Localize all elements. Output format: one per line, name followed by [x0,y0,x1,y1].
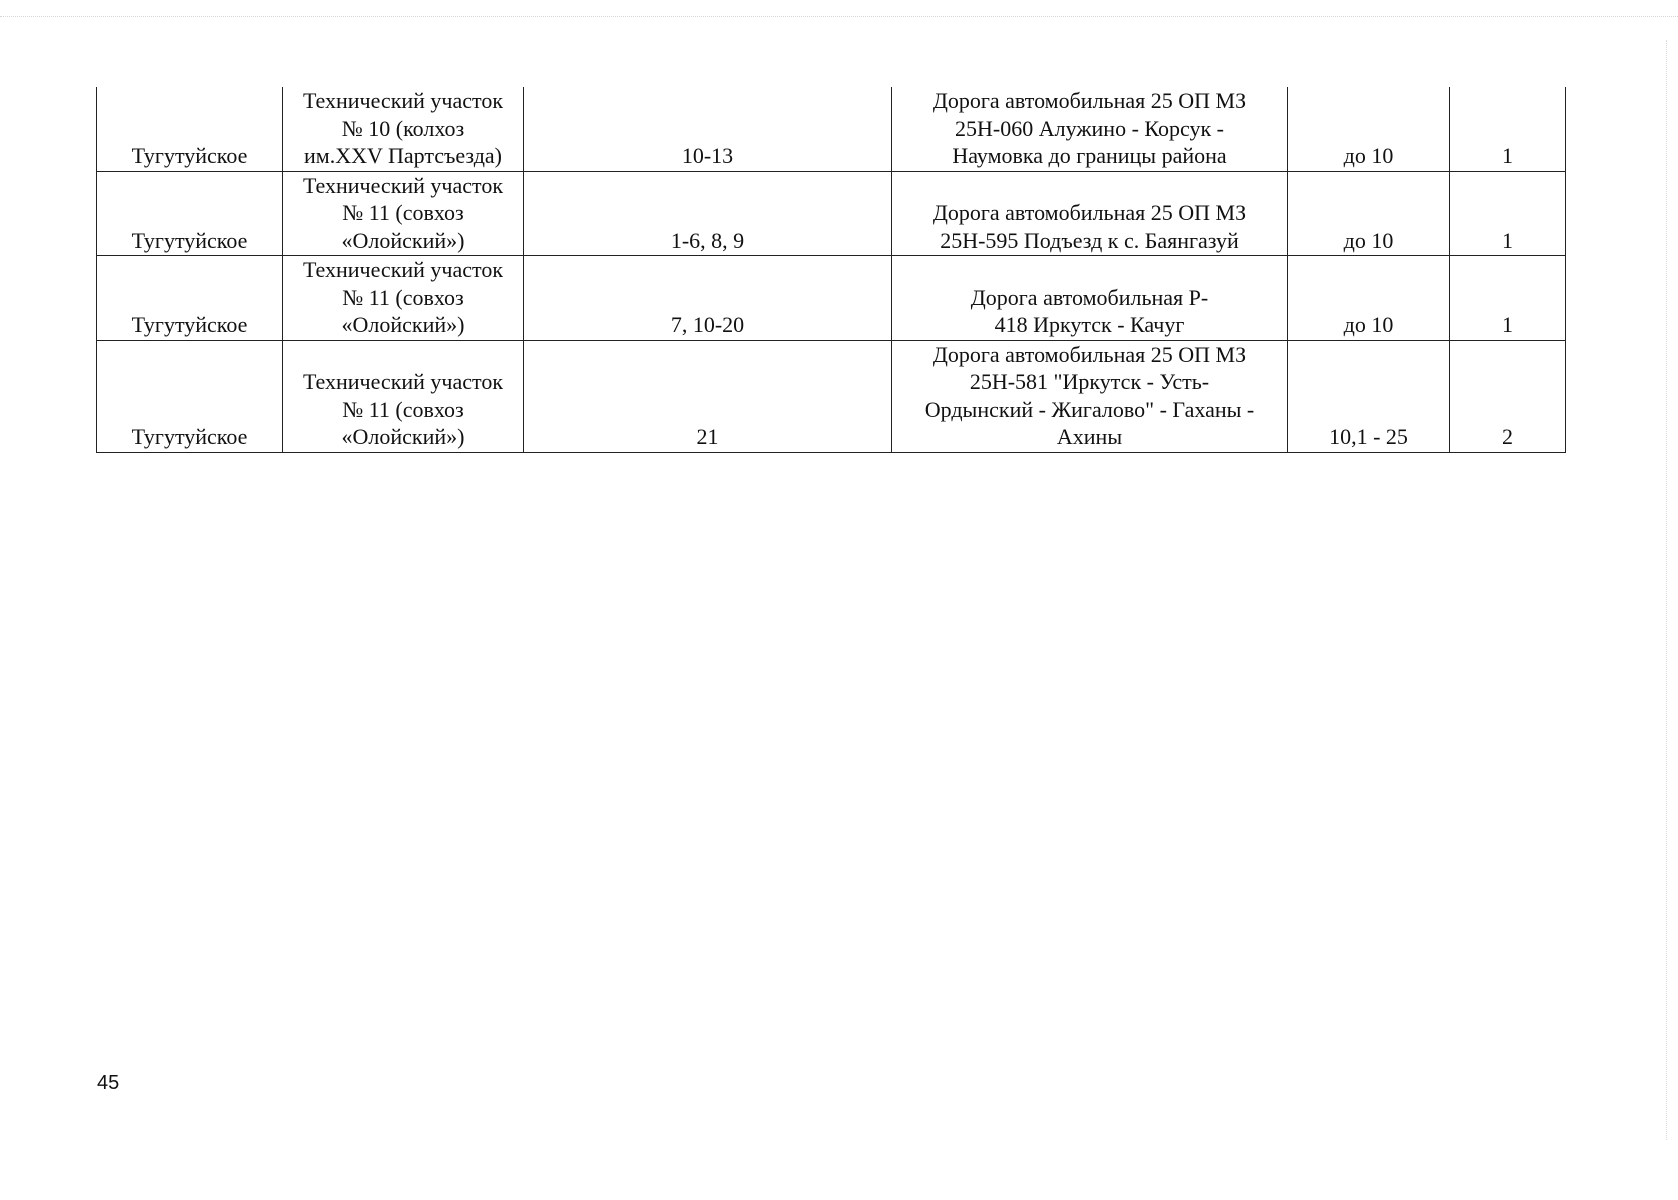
distance-cell: до 10 [1288,256,1450,341]
table-row [97,340,1566,452]
road-cell: Дорога автомобильная Р- 418 Иркутск - Качуг [892,256,1288,341]
scan-top-edge [0,16,1678,17]
scan-right-edge [1666,40,1667,1140]
table-row [97,171,1566,256]
distance-cell: 10,1 - 25 [1288,340,1450,452]
section-cell: Технический участок № 11 (совхоз «Олойский») [283,340,524,452]
road-cell: Дорога автомобильная 25 ОП МЗ 25Н-581 "Иркутск - Усть- Ордынский - Жигалово" - Гаханы - Ахины [892,340,1288,452]
distance-cell: до 10 [1288,87,1450,171]
plots-cell: 7, 10-20 [524,256,892,341]
settlement-cell: Тугутуйское [97,171,283,256]
plots-cell: 21 [524,340,892,452]
section-cell: Технический участок № 11 (совхоз «Олойский») [283,171,524,256]
category-cell: 1 [1450,171,1566,256]
register-table [96,87,1566,453]
settlement-cell: Тугутуйское [97,87,283,171]
table-row [97,87,1566,171]
category-cell: 2 [1450,340,1566,452]
section-cell: Технический участок № 10 (колхоз им.XXV Партсъезда) [283,87,524,171]
road-cell: Дорога автомобильная 25 ОП МЗ 25Н-595 Подъезд к с. Баянгазуй [892,171,1288,256]
category-cell: 1 [1450,87,1566,171]
settlement-cell: Тугутуйское [97,256,283,341]
road-cell: Дорога автомобильная 25 ОП МЗ 25Н-060 Алужино - Корсук - Наумовка до границы района [892,87,1288,171]
category-cell: 1 [1450,256,1566,341]
plots-cell: 1-6, 8, 9 [524,171,892,256]
distance-cell: до 10 [1288,171,1450,256]
section-cell: Технический участок № 11 (совхоз «Олойский») [283,256,524,341]
table-row [97,256,1566,341]
settlement-cell: Тугутуйское [97,340,283,452]
plots-cell: 10-13 [524,87,892,171]
page-number: 45 [97,1072,120,1094]
